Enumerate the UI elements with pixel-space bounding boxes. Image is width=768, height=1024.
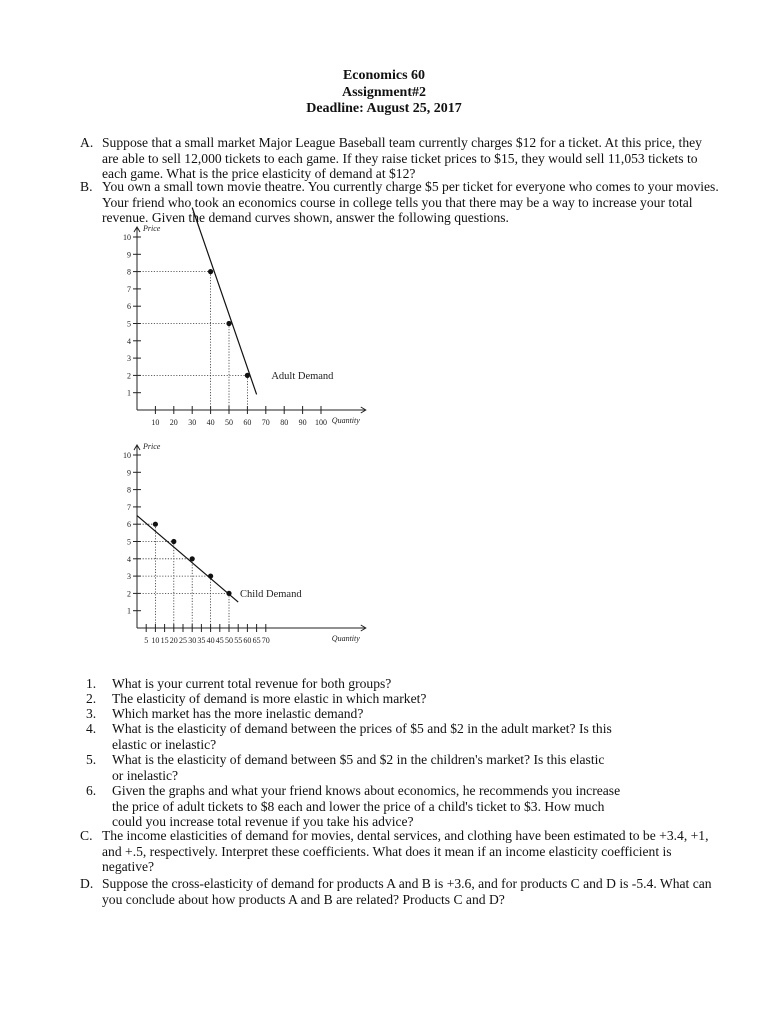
demand-curve-label: Child Demand — [240, 588, 302, 600]
x-tick-label: 100 — [315, 418, 327, 427]
y-tick-label: 5 — [127, 537, 131, 547]
data-point — [190, 556, 195, 561]
question-text: Given the graphs and what your friend knows about economics, he recommends you increase the price of adult tickets to $8 each and lower the price of a child's ticket to $3. How much could you increase total revenue if you take his advice? — [112, 783, 621, 829]
data-point — [171, 539, 176, 544]
x-tick-label: 65 — [252, 636, 261, 645]
y-tick-label: 1 — [127, 388, 131, 398]
assignment-title: Assignment#2 — [341, 84, 426, 100]
adult-demand-chart — [112, 225, 412, 430]
data-point — [208, 269, 213, 274]
y-tick-label: 10 — [123, 233, 131, 242]
y-tick-label: 8 — [127, 267, 131, 277]
y-axis-label: Price — [143, 224, 161, 233]
y-tick-label: 8 — [127, 485, 131, 495]
x-tick-label: 30 — [188, 636, 197, 645]
y-tick-label: 2 — [127, 371, 131, 381]
x-tick-label: 5 — [144, 636, 149, 645]
x-tick-label: 45 — [215, 636, 224, 645]
question-2 — [86, 691, 646, 707]
x-tick-label: 20 — [169, 636, 178, 645]
x-tick-label: 40 — [206, 636, 215, 645]
data-point — [153, 522, 158, 527]
x-tick-label: 20 — [169, 418, 178, 427]
x-tick-label: 50 — [225, 418, 233, 427]
x-tick-label: 70 — [261, 418, 270, 427]
question-4 — [86, 721, 626, 752]
y-tick-label: 3 — [127, 354, 131, 364]
x-tick-label: 10 — [151, 418, 160, 427]
demand-curve — [192, 208, 256, 395]
y-tick-label: 4 — [127, 336, 131, 346]
data-point — [226, 591, 231, 596]
section-c-label: C. — [80, 828, 93, 843]
question-5 — [86, 752, 606, 783]
section-b-text: You own a small town movie theatre. You currently charge $5 per ticket for everyone who comes to your movies. Your friend who took an economics course in college tells you that there may be a way to increase your total revenue. Given the demand curves shown, answer the following questions. — [102, 179, 719, 225]
x-axis-label: Quantity — [331, 416, 360, 425]
data-point — [226, 321, 231, 326]
section-d — [80, 876, 720, 907]
document-header — [0, 68, 768, 118]
question-number: 3. — [86, 706, 97, 721]
y-tick-label: 9 — [127, 250, 131, 260]
y-tick-label: 3 — [127, 572, 131, 582]
section-c-text: The income elasticities of demand for movies, dental services, and clothing have been estimated to be +3.4, +1, and +.5, respectively. Interpret these coefficients. What does it mean if an income elasticity coefficient is negative? — [102, 828, 709, 874]
section-c — [80, 828, 720, 875]
x-tick-label: 15 — [160, 636, 169, 645]
question-text: What is your current total revenue for both groups? — [112, 676, 392, 691]
course-title: Economics 60 — [342, 68, 426, 83]
data-point — [208, 574, 213, 579]
section-a — [80, 135, 720, 182]
question-number: 2. — [86, 691, 97, 706]
section-a-text: Suppose that a small market Major League Baseball team currently charges $12 for a ticket. At this price, they are able to sell 12,000 tickets to each game. If they raise ticket prices to $15, they would sell 11,053 tickets to each game. What is the price elasticity of demand at $12? — [102, 135, 702, 181]
y-tick-label: 5 — [127, 319, 131, 329]
x-tick-label: 50 — [225, 636, 233, 645]
y-axis-label: Price — [143, 442, 161, 451]
x-tick-label: 60 — [243, 636, 252, 645]
y-tick-label: 2 — [127, 589, 131, 599]
x-tick-label: 30 — [188, 418, 197, 427]
x-tick-label: 35 — [197, 636, 206, 645]
section-d-text: Suppose the cross-elasticity of demand for products A and B is +3.6, and for products C and D is -5.4. What can you conclude about how products A and B are related? Products C and D? — [102, 876, 712, 907]
x-tick-label: 10 — [151, 636, 160, 645]
question-text: What is the elasticity of demand between $5 and $2 in the children's market? Is this elastic or inelastic? — [112, 752, 605, 783]
section-b-label: B. — [80, 179, 93, 194]
demand-curve-label: Adult Demand — [271, 370, 334, 382]
section-b — [80, 179, 720, 226]
question-number: 1. — [86, 676, 97, 691]
child-demand-chart — [112, 443, 412, 648]
section-d-label: D. — [80, 876, 94, 891]
question-6 — [86, 783, 626, 830]
y-tick-label: 1 — [127, 606, 131, 616]
y-tick-label: 7 — [127, 284, 131, 294]
y-tick-label: 6 — [127, 302, 131, 312]
x-axis-label: Quantity — [331, 634, 360, 643]
data-point — [245, 373, 250, 378]
y-tick-label: 10 — [123, 451, 131, 460]
question-text: Which market has the more inelastic demand? — [112, 706, 364, 721]
question-1 — [86, 676, 646, 692]
x-tick-label: 70 — [261, 636, 270, 645]
section-a-label: A. — [80, 135, 94, 150]
x-tick-label: 80 — [280, 418, 289, 427]
question-3 — [86, 706, 646, 722]
question-text: The elasticity of demand is more elastic in which market? — [112, 691, 427, 706]
y-tick-label: 4 — [127, 554, 131, 564]
question-number: 5. — [86, 752, 97, 767]
x-tick-label: 60 — [243, 418, 252, 427]
question-number: 4. — [86, 721, 97, 736]
x-tick-label: 90 — [298, 418, 307, 427]
x-tick-label: 55 — [234, 636, 243, 645]
x-tick-label: 25 — [179, 636, 187, 645]
y-tick-label: 7 — [127, 502, 131, 512]
question-text: What is the elasticity of demand between the prices of $5 and $2 in the adult market? Is this elastic or inelastic? — [112, 721, 612, 752]
x-tick-label: 40 — [206, 418, 215, 427]
y-tick-label: 6 — [127, 520, 131, 530]
deadline: Deadline: August 25, 2017 — [306, 101, 462, 116]
y-tick-label: 9 — [127, 468, 131, 478]
question-number: 6. — [86, 783, 97, 798]
